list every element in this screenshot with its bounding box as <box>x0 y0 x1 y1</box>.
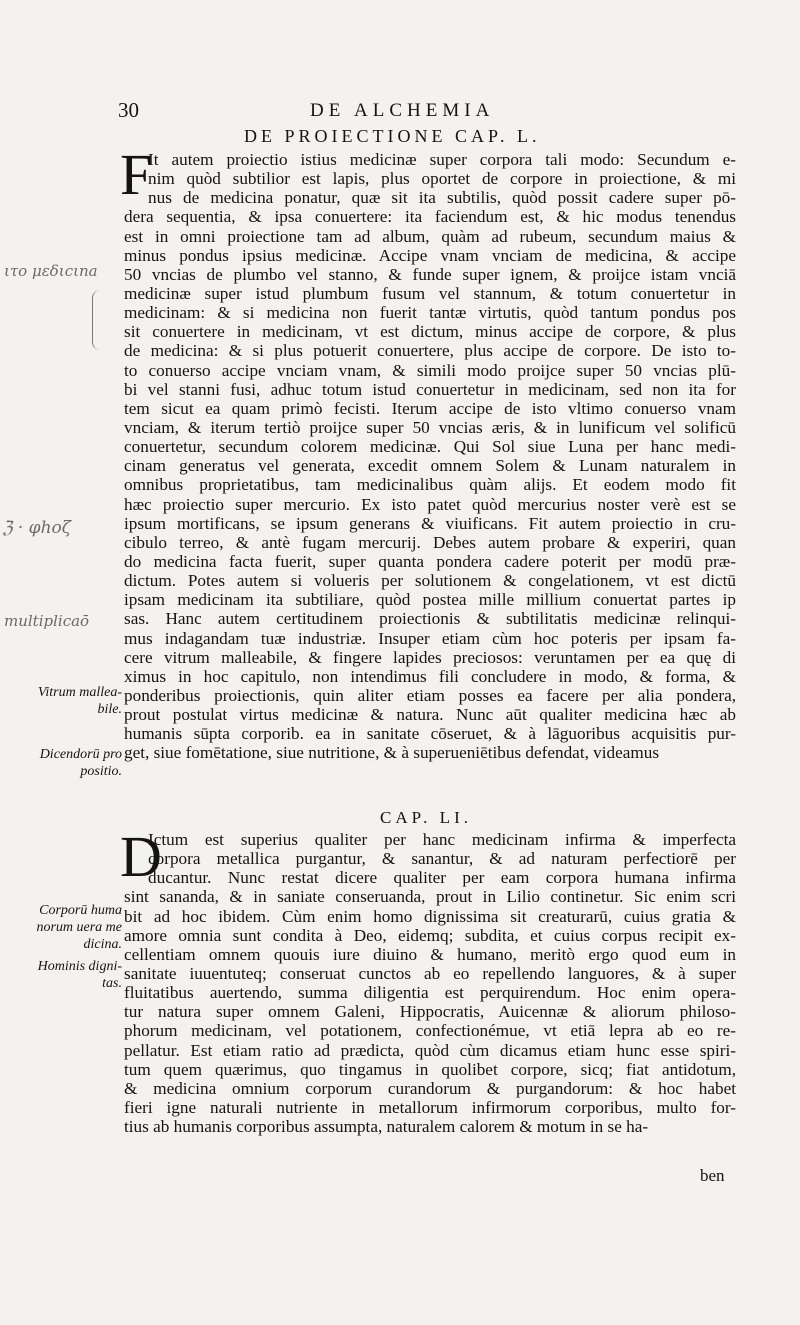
text-line: prout postulat virtus medicinæ & natura. Nunc aūt qualiter medicina hæc ab <box>124 705 736 725</box>
margin-note-hominis <box>18 958 122 992</box>
text-line: phorum medicinam, vel potationem, confectionémue, vt etiā lepra ab eo re- <box>124 1021 736 1041</box>
text-line: omnibus proprietatibus, tam medicinalibus quàm alijs. Et eodem modo fit <box>124 475 736 495</box>
margin-note-corporum <box>18 902 122 953</box>
text-line: sas. Hanc autem certitudinem proiectionis & subtilitatis medicinæ relinqui- <box>124 609 736 629</box>
drop-initial-f: F <box>120 142 153 207</box>
text-line: ponderibus proiectionis, quin aliter etiam posses ea facere per alia pondera, <box>124 685 736 705</box>
margin-note-line: dicina. <box>83 937 122 952</box>
text-line: ipsam medicinam ita subtiliare, quòd postea mille millium conuertat partes ip <box>124 590 736 610</box>
drop-initial-d: D <box>120 824 162 889</box>
text-line: fluitatibus auertendo, summa diligentia est perquirendum. Hoc enim opera- <box>124 983 736 1003</box>
text-line: It autem proiectio istius medicinæ super corpora tali modo: Secundum e- <box>148 150 736 169</box>
margin-note-line: positio. <box>80 764 122 779</box>
text-line: ximus in hoc capitulo, non intendimus fili concludere in modo, & forma, & <box>124 666 736 686</box>
text-line: ducantur. Nunc restat dicere qualiter per eam corpora humana infirma <box>148 868 736 888</box>
text-line: humanis sūpta corporib. ea in sanitate cōseruet, & à lāguoribus acquisitis pur- <box>124 724 736 744</box>
text-line: to conuerso accipe vnciam vnam, & simili modo proijce super 50 vncias plū- <box>124 360 736 380</box>
text-line: sint sananda, & in saniate conseruanda, prout in Lilio continetur. Sic enim scri <box>124 887 736 907</box>
margin-note-line: Corporū huma <box>39 903 122 918</box>
text-line: Ictum est superius qualiter per hanc medicinam infirma & imperfecta <box>148 830 736 849</box>
text-line: tur natura super omnem Galeni, Hippocratis, Auicennæ & aliorum philoso- <box>124 1002 736 1022</box>
text-line: fieri igne naturali nutriente in metallorum infirmorum corporibus, multo for- <box>124 1097 736 1117</box>
text-line: conuertetur, secundum colorem medicinæ. Qui Sol siue Luna per hanc medi- <box>124 437 736 457</box>
margin-note-line: Hominis digni- <box>37 959 122 974</box>
chapter-li-text <box>120 824 736 1137</box>
text-line: tius ab humanis corporibus assumpta, naturalem calorem & motum in se ha- <box>124 1117 649 1137</box>
margin-note-line: Vitrum mallea- <box>37 685 122 700</box>
margin-note-line: Dicendorū pro <box>39 747 122 762</box>
text-line: sanitate iuuentuteq; conseruat cunctos ab eo repellendo languores, & à super <box>124 963 736 983</box>
text-line: amore omnia sunt condita à Deo, eidemq; subdita, et cuius corpus recipit ex- <box>124 925 736 945</box>
text-line: nim quòd subtilior est lapis, plus oportet de corpore in proiectione, & mi <box>148 169 736 189</box>
text-line: mus indagandam tuæ industriæ. Insuper etiam cùm hoc poteris per ipsam fa- <box>124 628 736 648</box>
page-number: 30 <box>118 98 139 122</box>
text-line: medicinæ super istud plumbum fusum vel stannum, & totum conuertetur in <box>124 283 736 303</box>
text-line: tem sicut ea quam primò fecisti. Iterum accipe de isto vltimo conuerso vnam <box>124 398 736 418</box>
chapter-li-heading: CAP. LI. <box>380 808 472 827</box>
text-line: medicinam: & si medicina non fuerit tantæ virtutis, quòd tantum pondus pos <box>124 303 736 323</box>
text-line: 50 vncias de plumbo vel stanno, & funde super ignem, & proijce istam vnciā <box>124 264 736 284</box>
text-line: vnciam, & iterum tertiò proijce super 50 vncias æris, & in lunificum vel solificū <box>124 417 736 437</box>
catchword: ben <box>700 1166 725 1185</box>
margin-note-vitrum <box>18 684 122 718</box>
text-line: bi vel stanni fusi, adhuc totum istud conuertetur in medicinam, sed non ita for <box>124 379 736 399</box>
text-line: & medicina omnium corporum curandorum & purgandorum: & hoc habet <box>124 1078 736 1098</box>
text-line: bit ad hoc ibidem. Cùm enim homo dignissima sit creaturarū, cuius gratia & <box>124 906 736 926</box>
text-line: cibulo terreo, & antè fugam mercurij. Debes autem probare & experiri, quan <box>124 532 736 552</box>
text-line: dera sequentia, & ipsa conuertere: ita faciendum est, & hic modus tenendus <box>124 207 736 227</box>
handwritten-note-phoz: ℨ · φhοζ <box>2 518 71 538</box>
running-head: DE ALCHEMIA <box>310 100 495 121</box>
text-line: pellatur. Est etiam ratio ad prædicta, quòd cùm dicamus etiam hunc esse spiri- <box>124 1040 736 1060</box>
text-line: dictum. Potes autem si volueris per solutionem & congelationem, vt est dictū <box>124 571 736 591</box>
text-line: cellentiam omnem quouis iure diuino & humano, meritò ergo quod eum in <box>124 944 736 964</box>
margin-note-dicendorum <box>18 746 122 780</box>
text-line: corpora metallica purgantur, & sanantur, & ad naturam perfectiorē per <box>148 849 736 869</box>
text-line: cere vitrum malleabile, & fingere lapides preciosos: veruntamen per ea quę di <box>124 647 736 667</box>
handwritten-note-medicina: ιτο μεδιcιna <box>4 262 98 280</box>
margin-note-line: norum uera me <box>36 920 122 935</box>
text-line: de medicina: & si plus potuerit conuertere, plus accipe de corpore. De isto to- <box>124 341 736 361</box>
margin-note-line: tas. <box>102 976 122 991</box>
chapter-l-heading: DE PROIECTIONE CAP. L. <box>244 126 541 146</box>
text-line: nus de medicina ponatur, quæ sit ita subtilis, quòd possit cadere super pō- <box>148 188 736 208</box>
margin-note-line: bile. <box>97 702 122 717</box>
text-line: tum quem quærimus, quo tingamus in quolibet corpore, sicq; fiat antidotum, <box>124 1059 736 1079</box>
text-line: hæc proiectio super mercurio. Ex isto patet quòd mercurius noster verè est se <box>124 494 736 514</box>
text-line: minus pondus ipsius medicinæ. Accipe vnam vnciam de medicina, & accipe <box>124 245 736 265</box>
text-line: do medicina facta fuerit, super quanta pondera cadere poterit per modū præ- <box>124 551 736 571</box>
chapter-l-text <box>120 142 736 763</box>
chapter-li-lines <box>124 830 736 1136</box>
handwritten-note-multiplicatio: multiplicaō <box>4 612 90 630</box>
text-line: cinam generatus vel generata, excedit omnem Solem & Lunam naturalem in <box>124 456 736 476</box>
text-line: est in omni proiectione tam ad album, quàm ad rubeum, secundum maius & <box>124 226 736 246</box>
chapter-l-lines <box>124 150 736 763</box>
text-line: ipsum mortificans, se ipsum generans & viuificans. Fit autem proiectio in cru- <box>124 513 736 533</box>
handwritten-bracket <box>92 290 103 350</box>
text-line: get, siue fomētatione, siue nutritione, & à superueniētibus defendat, videamus <box>124 743 660 763</box>
text-line: sit conuertere in medicinam, vt est dictum, minus accipe de corpore, & plus <box>124 322 736 342</box>
